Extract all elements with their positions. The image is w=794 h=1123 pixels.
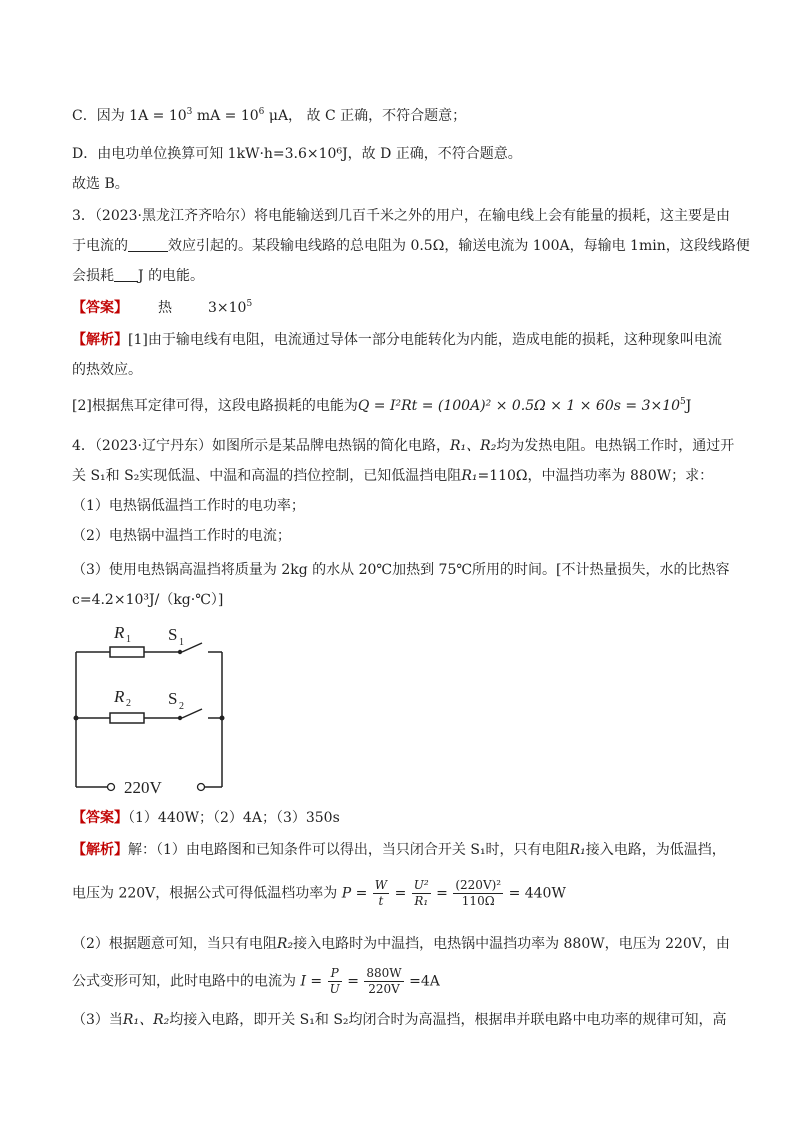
analysis-tag: 【解析】 [72, 332, 128, 348]
analysis-tag: 【解析】 [72, 842, 128, 858]
joule-formula: Q = I²Rt = (100A)² × 0.5Ω × 1 × 60s = 3×10 [357, 398, 681, 414]
q3-blank-2 [114, 267, 138, 282]
q3-analysis-line-1: 【解析】[1]由于输电线有电阻，电流通过导体一部分电能转化为内能，造成电能的损耗，这种现象叫电流 [72, 332, 722, 348]
fraction-current-values: $\frac{880W}{220V}$ [366, 966, 402, 996]
switch-s2-blade [182, 709, 202, 718]
s1-subscript: 1 [179, 637, 184, 648]
s1-label: S [168, 625, 178, 644]
q4-analysis-line-3: （2）根据题意可知，当只有电阻R₂接入电路时为中温挡，电热锅中温挡功率为 880W，电压为 220V，由 [72, 936, 730, 952]
r1-label: R [114, 623, 125, 642]
r2-label: R [114, 687, 125, 706]
q4-sub-question-3b: c=4.2×10³J/（kg·℃）] [72, 592, 224, 608]
q4-analysis-line-4: 公式变形可知，此时电路中的电流为 I = $\frac{P}{U}$ = $\frac{880W}{220V}$ =4A [72, 966, 440, 996]
voltage-label: 220V [124, 778, 162, 797]
q3-stem-line-3: 会损耗 J 的电能。 [72, 268, 205, 284]
unit-conversion: $1A = 10^3$ mA = $10^6$ μA， [129, 107, 303, 124]
q4-stem-line-2: 关 S₁和 S₂实现低温、中温和高温的挡位控制，已知低温挡电阻R₁=110Ω，中温挡功率为 880W；求： [72, 468, 714, 484]
answer-tag: 【答案】 [72, 300, 128, 316]
terminal-left [108, 784, 115, 791]
q4-sub-question-2: （2）电热锅中温挡工作时的电流； [72, 528, 291, 544]
r1-subscript: 1 [126, 634, 131, 645]
fraction-p-over-u: $\frac{P}{U}$ [329, 966, 340, 996]
q3-answer: 【答案】 热 $3\times 10^5$ [72, 299, 253, 316]
r2-subscript: 2 [126, 698, 131, 709]
q2-conclusion: 故选 B。 [72, 176, 129, 192]
q3-analysis-line-2: 的热效应。 [72, 362, 142, 378]
fraction-w-over-t: $\frac{W}{t}$ [374, 878, 388, 908]
fraction-u2-over-r1: $\frac{\text{U²}}{\text{R₁}}$ [413, 878, 429, 908]
junction-left [74, 716, 79, 721]
q4-analysis-line-1: 【解析】解：（1）由电路图和已知条件可以得出，当只闭合开关 S₁时，只有电阻R₁接入电路，为低温挡， [72, 842, 726, 858]
q4-sub-question-3: （3）使用电热锅高温挡将质量为 2kg 的水从 20℃加热到 75℃所用的时间。[不计热量损失，水的比热容 [72, 562, 730, 578]
option-c-line: C．因为 $1A = 10^3$ mA = $10^6$ μA， 故 C 正确，不符合题意； [72, 107, 467, 124]
switch-s2-pivot [178, 716, 182, 720]
resistor-r1 [110, 647, 144, 657]
q4-analysis-line-2: 电压为 220V，根据公式可得低温档功率为 P = $\frac{W}{t}$ = $\frac{\text{U²}}{\text{R₁}}$ = $\frac{\text{(220V)²}}{110\Omega}$ = 440W [72, 878, 566, 908]
junction-right [220, 716, 225, 721]
switch-s1-pivot [178, 650, 182, 654]
q4-analysis-line-5: （3）当R₁、R₂均接入电路，即开关 S₁和 S₂均闭合时为高温挡，根据串并联电路中电功率的规律可知，高 [72, 1012, 727, 1028]
q3-stem-line-2: 于电流的 效应引起的。某段输电线路的总电阻为 0.5Ω，输送电流为 100A，每输电 1min，这段线路便 [72, 238, 750, 254]
q4-answer: 【答案】（1）440W；（2）4A；（3）350s [72, 810, 340, 826]
q3-stem-line-1: 3．（2023·黑龙江齐齐哈尔）将电能输送到几百千米之外的用户，在输电线上会有能量的损耗，这主要是由 [72, 208, 730, 224]
option-d-line: D．由电功单位换算可知 1kW·h=3.6×10⁶J，故 D 正确，不符合题意。 [72, 146, 522, 162]
circuit-diagram [60, 612, 240, 797]
q3-blank-1 [128, 237, 168, 252]
resistor-r2 [110, 713, 144, 723]
q4-stem-line-1: 4．（2023·辽宁丹东）如图所示是某品牌电热锅的简化电路，R₁、R₂均为发热电阻。电热锅工作时，通过开 [72, 438, 735, 454]
s2-label: S [168, 689, 178, 708]
answer-tag: 【答案】 [72, 810, 128, 826]
q3-analysis-line-3: [2]根据焦耳定律可得，这段电路损耗的电能为$Q = I^2Rt = (100A)^2 \times 0.5\Omega \times 1 \times 60s = 3\times 10^5J$ [72, 397, 692, 414]
s2-subscript: 2 [179, 701, 184, 712]
fraction-values: $\frac{\text{(220V)²}}{110\Omega}$ [455, 878, 502, 908]
switch-s1-blade [182, 643, 202, 652]
terminal-right [198, 784, 205, 791]
q4-sub-question-1: （1）电热锅低温挡工作时的电功率； [72, 498, 305, 514]
